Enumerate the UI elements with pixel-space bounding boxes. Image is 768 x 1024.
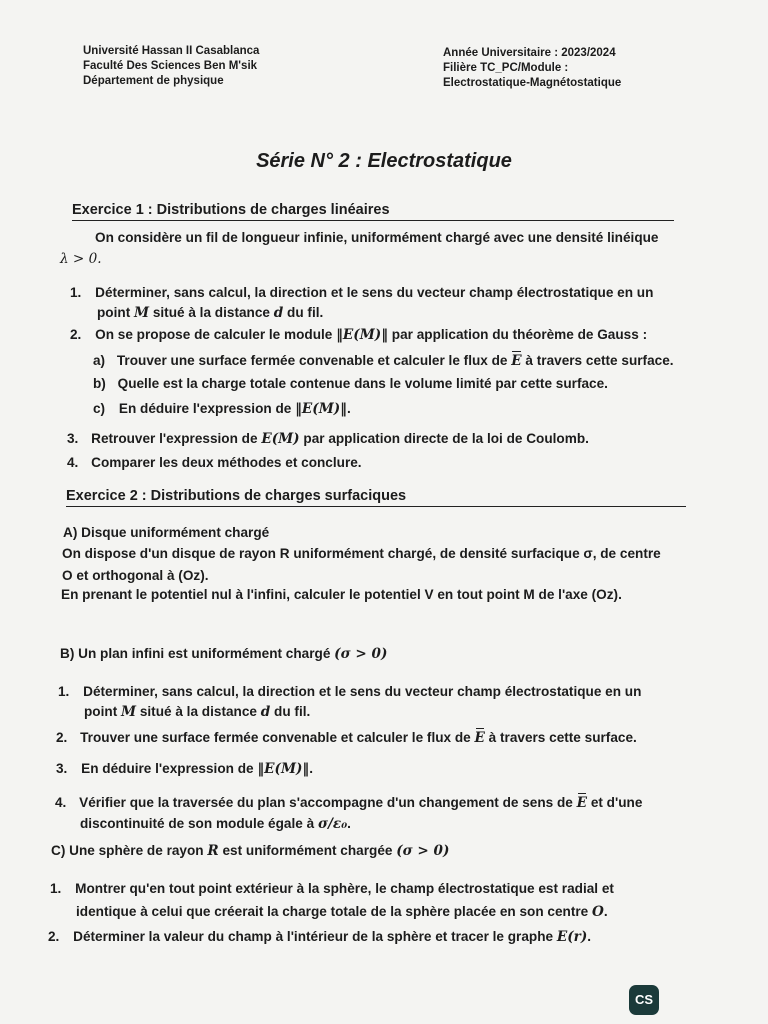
ex1-q4 <box>67 454 362 472</box>
B4-line2-post: . <box>347 816 351 831</box>
q3-number: 3. <box>67 431 79 446</box>
qb-number: b) <box>93 376 106 391</box>
module-name: Electrostatique-Magnétostatique <box>443 77 622 89</box>
C1-text: Montrer qu'en tout point extérieur à la sphère, le champ électrostatique est radial et <box>75 881 614 896</box>
C2-graph-Er: E(r) <box>556 929 588 945</box>
part-C-title-pre: C) Une sphère de rayon <box>51 843 204 858</box>
B1-point-M: M <box>121 704 137 720</box>
part-C-title <box>51 842 449 860</box>
qc-norm-E: ‖E(M)‖ <box>295 401 347 417</box>
part-C-q2 <box>48 928 591 946</box>
part-A-line3: En prenant le potentiel nul à l'infini, calculer le potentiel V en tout point M de l'axe (Oz). <box>61 587 622 602</box>
part-A-title: A) Disque uniformément chargé <box>63 525 270 540</box>
B2-text-pre: Trouver une surface fermée convenable et calculer le flux de <box>80 730 471 745</box>
B3-number: 3. <box>56 761 68 776</box>
part-B-q4-line2 <box>80 815 351 833</box>
B1-text-mid: situé à la distance <box>139 704 257 719</box>
q2-text-pre: On se propose de calculer le module <box>95 327 333 342</box>
part-C-condition: (σ > 0) <box>396 843 450 859</box>
B2-text-post: à travers cette surface. <box>488 730 637 745</box>
q2-norm-E: ‖E(M)‖ <box>336 327 388 343</box>
part-C-q1-line2 <box>76 903 608 921</box>
part-C-radius-R: R <box>207 843 219 859</box>
part-B-title <box>60 645 387 663</box>
q4-number: 4. <box>67 455 79 470</box>
B4-text-pre: Vérifier que la traversée du plan s'accompagne d'un changement de sens de <box>79 795 573 810</box>
B1-distance-d: d <box>260 704 271 720</box>
camscanner-logo: CS <box>629 985 659 1015</box>
qa-text-pre: Trouver une surface fermée convenable et calculer le flux de <box>116 353 508 368</box>
ex1-intro-line2: λ > 0. <box>60 251 102 267</box>
part-B-title-text: B) Un plan infini est uniformément chargé <box>60 646 331 661</box>
C1-center-O: O <box>592 904 604 920</box>
B1-text: Déterminer, sans calcul, la direction et le sens du vecteur champ électrostatique en un <box>83 684 642 699</box>
part-B-q4 <box>55 794 642 812</box>
B1-number: 1. <box>58 684 70 699</box>
C2-number: 2. <box>48 929 60 944</box>
department-name: Département de physique <box>83 75 224 87</box>
exercise-2-heading: Exercice 2 : Distributions de charges surfaciques <box>66 488 686 507</box>
B1-text-pre: point <box>84 704 118 719</box>
part-B-q2 <box>56 729 637 747</box>
B4-discontinuity: σ/ε₀ <box>317 816 348 832</box>
part-B-q1-line2 <box>84 703 310 721</box>
q3-text-post: par application directe de la loi de Coulomb. <box>303 431 589 446</box>
B3-text-pre: En déduire l'expression de <box>81 761 254 776</box>
academic-year: Année Universitaire : 2023/2024 <box>443 47 616 59</box>
q4-text: Comparer les deux méthodes et conclure. <box>91 455 362 470</box>
B3-text-post: . <box>309 761 314 776</box>
part-A-line2: O et orthogonal à (Oz). <box>62 568 209 583</box>
q1-point-M: M <box>134 305 150 321</box>
ex1-qb <box>93 375 608 393</box>
B3-norm-E: ‖E(M)‖ <box>257 761 310 777</box>
part-B-q3 <box>56 760 313 778</box>
C2-text-post: . <box>587 929 592 944</box>
C2-text-pre: Déterminer la valeur du champ à l'intérieur de la sphère et tracer le graphe <box>73 929 554 944</box>
part-C-q1 <box>50 880 614 898</box>
q2-number: 2. <box>70 327 82 342</box>
ex1-q1-line2 <box>97 304 323 322</box>
university-name: Université Hassan II Casablanca <box>83 45 260 57</box>
ex1-qc <box>93 400 351 418</box>
ex1-q3 <box>67 430 589 448</box>
program: Filière TC_PC/Module : <box>443 62 569 74</box>
part-A-line1: On dispose d'un disque de rayon R uniformément chargé, de densité surfacique σ, de centre <box>62 546 661 561</box>
ex1-q2 <box>70 326 647 344</box>
part-B-condition: (σ > 0) <box>334 646 388 662</box>
q1-text: Déterminer, sans calcul, la direction et le sens du vecteur champ électrostatique en un <box>95 285 654 300</box>
qb-text: Quelle est la charge totale contenue dans le volume limité par cette surface. <box>117 376 608 391</box>
B4-number: 4. <box>55 795 67 810</box>
B2-number: 2. <box>56 730 68 745</box>
qa-vector-E: E <box>511 353 522 369</box>
q2-text-post: par application du théorème de Gauss : <box>391 327 648 342</box>
header-right <box>443 46 621 91</box>
qc-number: c) <box>93 401 106 416</box>
ex1-qa <box>93 352 674 370</box>
C1-line2-post: . <box>603 904 608 919</box>
B1-text-post: du fil. <box>274 704 311 719</box>
C1-line2-pre: identique à celui que créerait la charge totale de la sphère placée en son centre <box>76 904 589 919</box>
q1-text-post: du fil. <box>287 305 324 320</box>
ex1-intro-line1: On considère un fil de longueur infinie, uniformément chargé avec une densité linéique <box>95 230 659 245</box>
q3-field-EM: E(M) <box>261 431 300 447</box>
q1-text-mid: situé à la distance <box>152 305 270 320</box>
B4-line2-pre: discontinuité de son module égale à <box>80 816 315 831</box>
part-C-title-post: est uniformément chargée <box>222 843 393 858</box>
q1-distance-d: d <box>273 305 284 321</box>
B4-text-post: et d'une <box>590 795 643 810</box>
part-B-q1 <box>58 683 641 701</box>
B4-vector-E: E <box>576 795 588 811</box>
qa-number: a) <box>93 353 106 368</box>
B2-vector-E: E <box>474 730 485 746</box>
faculty-name: Faculté Des Sciences Ben M'sik <box>83 60 258 72</box>
exercise-1-heading: Exercice 1 : Distributions de charges linéaires <box>72 202 674 221</box>
page-title: Série N° 2 : Electrostatique <box>256 150 512 172</box>
q1-number: 1. <box>70 285 82 300</box>
q1-text-pre: point <box>97 305 131 320</box>
C1-number: 1. <box>50 881 62 896</box>
ex1-q1 <box>70 284 653 302</box>
qc-text-pre: En déduire l'expression de <box>118 401 292 416</box>
qa-text-post: à travers cette surface. <box>525 353 674 368</box>
qc-text-post: . <box>346 401 351 416</box>
q3-text-pre: Retrouver l'expression de <box>91 431 258 446</box>
header-left <box>83 44 259 89</box>
